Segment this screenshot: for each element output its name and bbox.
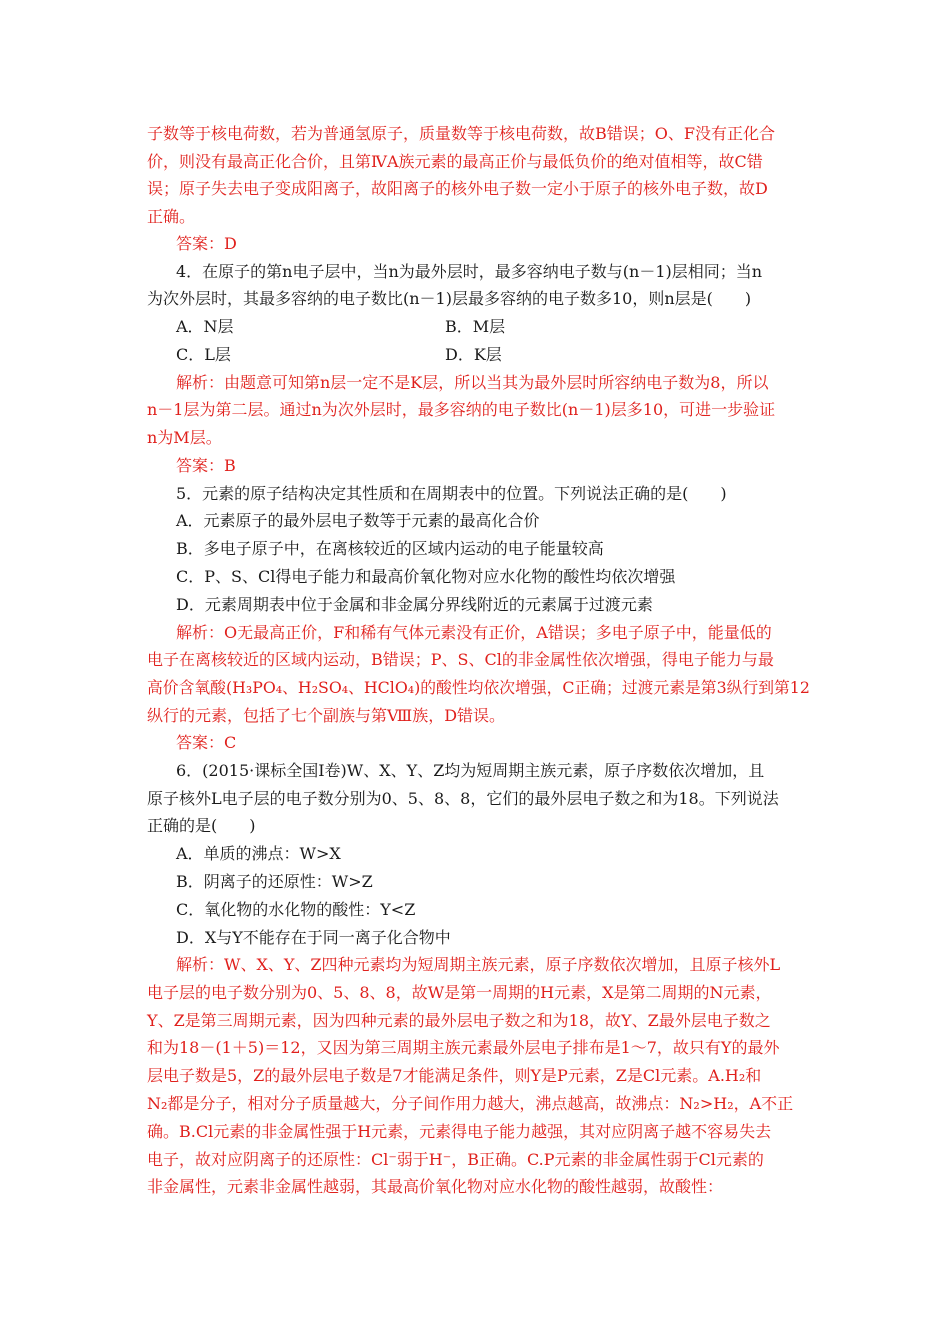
analysis-line: 正确。 — [147, 207, 196, 226]
q5-option-a: A．元素原子的最外层电子数等于元素的最高化合价 — [176, 511, 540, 530]
q6-analysis-line: N₂都是分子，相对分子质量越大，分子间作用力越大，沸点越高，故沸点：N₂>H₂，A不正 — [147, 1094, 794, 1113]
q4-option-a: A．N层 — [176, 317, 234, 336]
q4-stem-line: 4．在原子的第n电子层中，当n为最外层时，最多容纳电子数与(n－1)层相同；当n — [176, 262, 763, 281]
q6-analysis-line: 电子层的电子数分别为0、5、8、8，故W是第一周期的H元素，X是第二周期的N元素， — [147, 983, 772, 1002]
q4-analysis-line: n为M层。 — [147, 428, 222, 447]
q4-analysis-line: n－1层为第二层。通过n为次外层时，最多容纳的电子数比(n－1)层多10，可进一步验证 — [147, 400, 776, 419]
analysis-line: 价，则没有最高正化合价，且第ⅣA族元素的最高正价与最低负价的绝对值相等，故C错 — [147, 152, 763, 171]
q5-analysis-line: 高价含氧酸(H₃PO₄、H₂SO₄、HClO₄)的酸性均依次增强，C正确；过渡元素是第3纵行到第12 — [147, 678, 810, 697]
q6-stem-line: 正确的是( ) — [147, 816, 256, 835]
q4-stem-line: 为次外层时，其最多容纳的电子数比(n－1)层最多容纳的电子数多10，则n层是( ) — [147, 289, 752, 308]
q6-stem-line: 6．(2015·课标全国Ⅰ卷)W、X、Y、Z均为短周期主族元素，原子序数依次增加，且 — [176, 761, 765, 780]
q6-option-d: D．X与Y不能存在于同一离子化合物中 — [176, 928, 451, 947]
q4-option-b: B．M层 — [445, 317, 506, 336]
q5-analysis-line: 解析：O无最高正价，F和稀有气体元素没有正价，A错误；多电子原子中，能量低的 — [176, 623, 772, 642]
q4-answer: 答案：B — [176, 456, 236, 475]
q4-analysis-line: 解析：由题意可知第n层一定不是K层，所以当其为最外层时所容纳电子数为8，所以 — [176, 373, 769, 392]
q6-analysis-line: 解析：W、X、Y、Z四种元素均为短周期主族元素，原子序数依次增加，且原子核外L — [176, 955, 781, 974]
q5-stem: 5．元素的原子结构决定其性质和在周期表中的位置。下列说法正确的是( ) — [176, 484, 727, 503]
q5-option-d: D．元素周期表中位于金属和非金属分界线附近的元素属于过渡元素 — [176, 595, 653, 614]
analysis-line: 子数等于核电荷数，若为普通氢原子，质量数等于核电荷数，故B错误；O、F没有正化合 — [147, 124, 775, 143]
q6-analysis-line: 确。B.Cl元素的非金属性强于H元素，元素得电子能力越强，其对应阴离子越不容易失去 — [147, 1122, 772, 1141]
q5-analysis-line: 电子在离核较近的区域内运动，B错误；P、S、Cl的非金属性依次增强，得电子能力与最 — [147, 650, 774, 669]
q4-option-d: D．K层 — [445, 345, 502, 364]
q6-analysis-line: 电子，故对应阴离子的还原性：Cl⁻弱于H⁻，B正确。C.P元素的非金属性弱于Cl元素的 — [147, 1150, 764, 1169]
q5-option-c: C．P、S、Cl得电子能力和最高价氧化物对应水化物的酸性均依次增强 — [176, 567, 676, 586]
q6-stem-line: 原子核外L电子层的电子数分别为0、5、8、8，它们的最外层电子数之和为18。下列说法 — [147, 789, 779, 808]
q5-answer: 答案：C — [176, 733, 237, 752]
q5-option-b: B．多电子原子中，在离核较近的区域内运动的电子能量较高 — [176, 539, 604, 558]
q5-analysis-line: 纵行的元素，包括了七个副族与第Ⅷ族，D错误。 — [147, 706, 506, 725]
q6-analysis-line: 层电子数是5，Z的最外层电子数是7才能满足条件，则Y是P元素，Z是Cl元素。A.H₂和 — [147, 1066, 762, 1085]
q6-option-a: A．单质的沸点：W>X — [176, 844, 341, 863]
q6-analysis-line: 和为18－(1＋5)＝12，又因为第三周期主族元素最外层电子排布是1～7，故只有Y的最外 — [147, 1038, 780, 1057]
q6-analysis-line: Y、Z是第三周期元素，因为四种元素的最外层电子数之和为18，故Y、Z最外层电子数之 — [147, 1011, 771, 1030]
analysis-line: 误；原子失去电子变成阳离子，故阳离子的核外电子数一定小于原子的核外电子数，故D — [147, 179, 768, 198]
q4-option-c: C．L层 — [176, 345, 231, 364]
q6-option-c: C．氧化物的水化物的酸性：Y<Z — [176, 900, 416, 919]
q6-option-b: B．阴离子的还原性：W>Z — [176, 872, 373, 891]
q6-analysis-line: 非金属性，元素非金属性越弱，其最高价氧化物对应水化物的酸性越弱，故酸性： — [147, 1177, 724, 1196]
answer-3: 答案：D — [176, 234, 237, 253]
